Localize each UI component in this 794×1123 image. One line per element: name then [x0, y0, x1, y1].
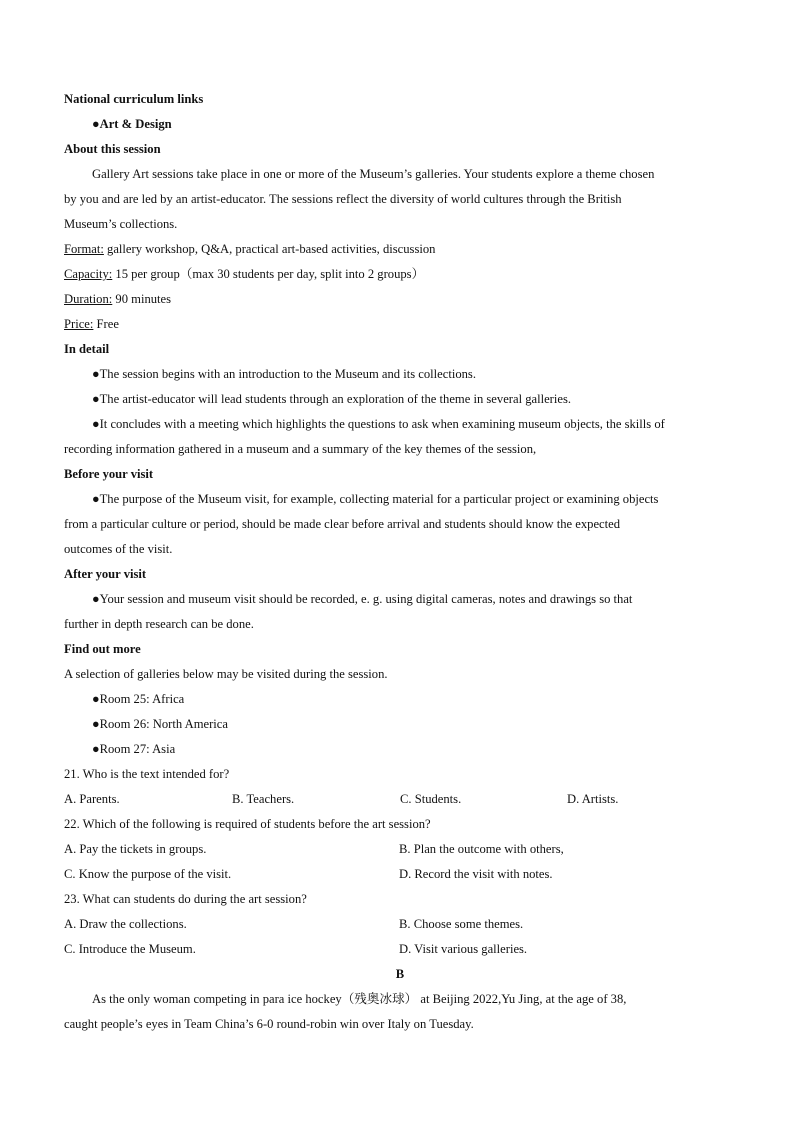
- about-text-line-2: by you and are led by an artist-educator. The sessions reflect the diversity of world cultures through the British: [64, 192, 622, 206]
- after-heading: After your visit: [64, 567, 147, 581]
- about-text-line-3: Museum’s collections.: [64, 217, 178, 231]
- q21-option-c: C. Students.: [400, 792, 462, 806]
- about-heading: About this session: [64, 142, 161, 156]
- q22-option-d: D. Record the visit with notes.: [399, 867, 553, 881]
- q22-option-b: B. Plan the outcome with others,: [399, 842, 564, 856]
- curriculum-item: ●Art & Design: [92, 117, 172, 131]
- room-item-2: ●Room 26: North America: [92, 717, 228, 731]
- format-value: gallery workshop, Q&A, practical art-based activities, discussion: [103, 242, 436, 256]
- question-23-options-row-1: [64, 912, 736, 937]
- q23-option-a: A. Draw the collections.: [64, 917, 187, 931]
- format-label: Format:: [64, 242, 104, 256]
- after-text-line-2: further in depth research can be done.: [64, 617, 254, 631]
- before-heading: Before your visit: [64, 467, 154, 481]
- room-item-1: ●Room 25: Africa: [92, 692, 185, 706]
- q23-option-c: C. Introduce the Museum.: [64, 942, 196, 956]
- after-text-line-1: ●Your session and museum visit should be recorded, e. g. using digital cameras, notes and drawings so that: [92, 592, 633, 606]
- passage-b-line-2: caught people’s eyes in Team China’s 6-0 round-robin win over Italy on Tuesday.: [64, 1017, 474, 1031]
- question-21: 21. Who is the text intended for?: [64, 767, 230, 781]
- find-heading: Find out more: [64, 642, 141, 656]
- q22-option-a: A. Pay the tickets in groups.: [64, 842, 207, 856]
- q23-option-d: D. Visit various galleries.: [399, 942, 528, 956]
- detail-item-2: ●The artist-educator will lead students through an exploration of the theme in several galleries.: [92, 392, 572, 406]
- find-intro: A selection of galleries below may be visited during the session.: [64, 667, 388, 681]
- capacity-value: 15 per group（max 30 students per day, split into 2 groups）: [112, 267, 425, 281]
- q21-option-a: A. Parents.: [64, 792, 120, 806]
- about-text-line-1: Gallery Art sessions take place in one or more of the Museum’s galleries. Your students explore a theme chosen: [92, 167, 655, 181]
- detail-item-3-line-1: ●It concludes with a meeting which highlights the questions to ask when examining museum objects, the skills of: [92, 417, 665, 431]
- price-value: Free: [93, 317, 119, 331]
- question-22-options-row-1: [64, 837, 736, 862]
- detail-heading: In detail: [64, 342, 110, 356]
- detail-item-1: ●The session begins with an introduction to the Museum and its collections.: [92, 367, 476, 381]
- q23-option-b: B. Choose some themes.: [399, 917, 524, 931]
- question-23-options-row-2: [64, 937, 736, 962]
- price-label: Price:: [64, 317, 94, 331]
- question-22-options-row-2: [64, 862, 736, 887]
- question-23: 23. What can students do during the art session?: [64, 892, 307, 906]
- detail-item-3-line-2: recording information gathered in a museum and a summary of the key themes of the session,: [64, 442, 537, 456]
- before-text-line-2: from a particular culture or period, should be made clear before arrival and students should know the expected: [64, 517, 621, 531]
- document-content: [64, 87, 736, 1037]
- q22-option-c: C. Know the purpose of the visit.: [64, 867, 232, 881]
- passage-b-line-1: As the only woman competing in para ice hockey（残奥冰球） at Beijing 2022,Yu Jing, at the age of 38,: [92, 992, 627, 1006]
- before-text-line-1: ●The purpose of the Museum visit, for example, collecting material for a particular project or examining objects: [92, 492, 659, 506]
- before-text-line-3: outcomes of the visit.: [64, 542, 173, 556]
- question-21-options: [64, 787, 736, 812]
- room-item-3: ●Room 27: Asia: [92, 742, 176, 756]
- q21-option-b: B. Teachers.: [232, 792, 295, 806]
- q21-option-d: D. Artists.: [567, 792, 619, 806]
- passage-b-label: B: [395, 967, 405, 981]
- format-row: [64, 237, 736, 262]
- duration-value: 90 minutes: [112, 292, 172, 306]
- price-row: [64, 312, 736, 337]
- capacity-label: Capacity:: [64, 267, 113, 281]
- duration-label: Duration:: [64, 292, 113, 306]
- duration-row: [64, 287, 736, 312]
- capacity-row: [64, 262, 736, 287]
- curriculum-heading: National curriculum links: [64, 92, 204, 106]
- question-22: 22. Which of the following is required of students before the art session?: [64, 817, 431, 831]
